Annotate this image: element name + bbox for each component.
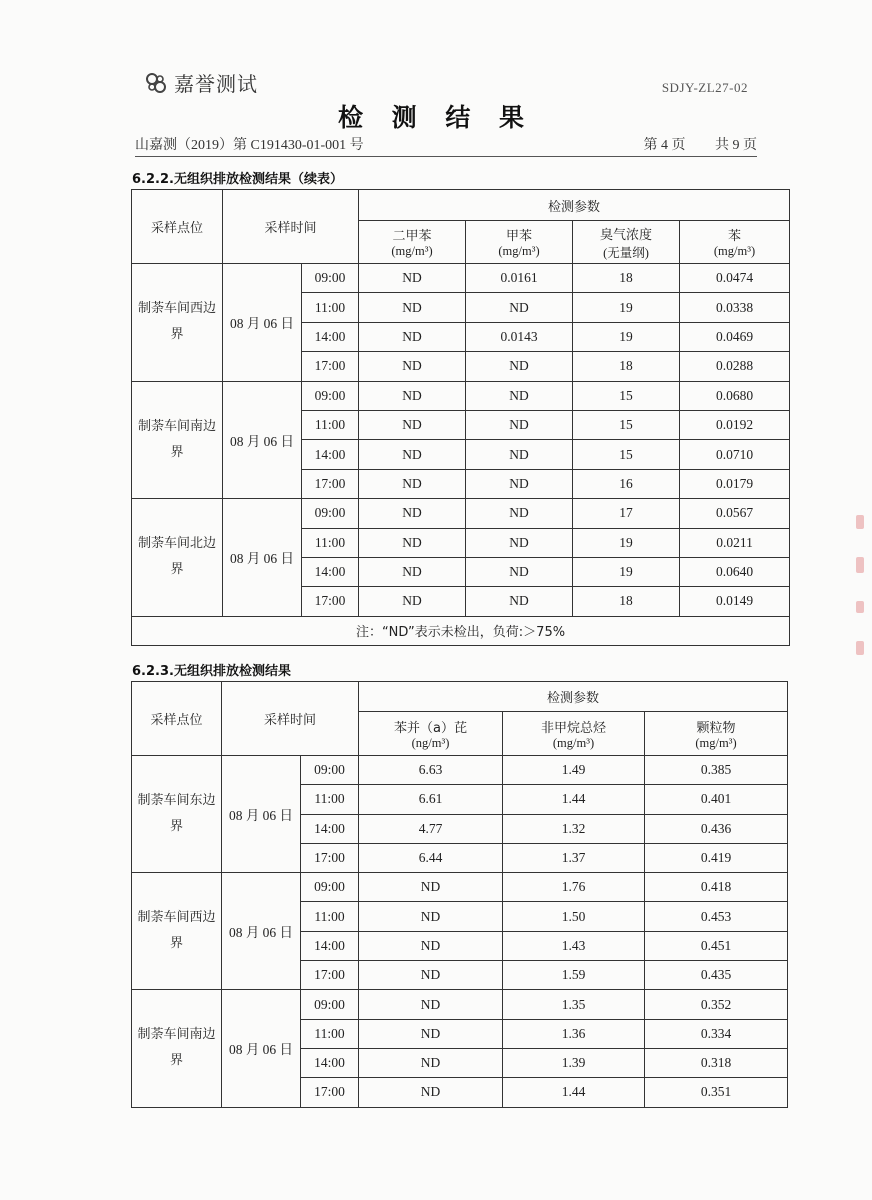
company-logo [144,68,258,97]
sampling-time: 14:00 [301,931,359,960]
result-value: 0.0680 [680,381,790,410]
result-value: ND [466,293,573,322]
header-time: 采样时间 [222,682,359,756]
sampling-time: 17:00 [301,961,359,990]
result-value: 1.36 [503,1019,645,1048]
result-value: 0.401 [645,785,788,814]
sampling-time: 14:00 [302,322,359,351]
param-name: 颗粒物 [696,720,736,736]
result-value: 0.0192 [680,410,790,439]
sampling-time: 14:00 [302,557,359,586]
result-value: 18 [573,352,680,381]
param-header [680,221,790,264]
sampling-site: 制荼车间西边界 [132,873,222,990]
result-value: ND [466,352,573,381]
table-note: 注：“ND”表示未检出，负荷:＞75% [132,616,790,645]
result-value: ND [359,352,466,381]
result-value: 0.0211 [680,528,790,557]
sampling-time: 17:00 [302,587,359,616]
result-value: 0.451 [645,931,788,960]
sampling-time: 17:00 [301,1078,359,1107]
result-value: 19 [573,557,680,586]
sampling-time: 17:00 [301,843,359,872]
result-value: ND [359,1019,503,1048]
result-value: 6.44 [359,843,503,872]
page-total: 共 9 页 [715,138,757,153]
result-value: 19 [573,322,680,351]
table-row [132,381,790,410]
result-value: 15 [573,381,680,410]
sampling-time: 11:00 [301,785,359,814]
result-value: 1.44 [503,1078,645,1107]
table-row [132,264,790,293]
document-code: SDJY-ZL27-02 [661,80,748,95]
result-value: 4.77 [359,814,503,843]
sampling-time: 09:00 [302,264,359,293]
result-value: 1.76 [503,873,645,902]
result-value: 19 [573,528,680,557]
sampling-time: 14:00 [302,440,359,469]
param-name: 臭气浓度 [600,227,653,243]
result-value: ND [466,381,573,410]
sampling-site: 制荼车间西边界 [132,264,223,382]
result-value: ND [466,557,573,586]
result-value: 19 [573,293,680,322]
result-value: 15 [573,440,680,469]
param-unit: (mg/m³) [552,735,595,750]
result-value: 0.0640 [680,557,790,586]
header-params: 检测参数 [359,682,788,712]
result-value: 1.59 [503,961,645,990]
sampling-time: 11:00 [301,902,359,931]
emission-results-table-2 [131,681,788,1108]
result-value: 0.0567 [680,499,790,528]
result-value: 0.418 [645,873,788,902]
result-value: ND [359,902,503,931]
sampling-date: 08 月 06 日 [223,499,302,617]
page-title: 检 测 结 果 [337,103,535,132]
result-value: ND [359,322,466,351]
result-value: 0.0179 [680,469,790,498]
result-value: 0.0469 [680,322,790,351]
result-value: 1.43 [503,931,645,960]
sampling-time: 09:00 [301,990,359,1019]
section-title-6-2-3: 6.2.3.无组织排放检测结果 [132,664,291,679]
param-name: 二甲苯 [392,229,432,244]
result-value: ND [359,587,466,616]
result-value: 0.0143 [466,322,573,351]
param-unit: (无量纲) [603,245,649,260]
sampling-time: 14:00 [301,814,359,843]
result-value: 1.37 [503,843,645,872]
param-name: 苯并（a）芘 [394,720,467,736]
result-value: 0.0149 [680,587,790,616]
result-value: ND [359,557,466,586]
page-info [618,134,758,154]
result-value: 18 [573,264,680,293]
param-unit: (mg/m³) [498,244,540,258]
result-value: 0.351 [645,1078,788,1107]
sampling-time: 09:00 [301,873,359,902]
result-value: 0.436 [645,814,788,843]
sampling-time: 11:00 [302,528,359,557]
param-header [359,712,503,756]
result-value: ND [359,499,466,528]
param-unit: (mg/m³) [695,735,737,750]
result-value: ND [466,587,573,616]
result-value: ND [359,873,503,902]
header-site: 采样点位 [132,682,222,756]
result-value: 0.318 [645,1048,788,1077]
table-row [132,756,788,785]
result-value: ND [359,1048,503,1077]
result-value: ND [359,961,503,990]
result-value: 6.61 [359,785,503,814]
page-current: 第 4 页 [643,138,686,153]
sampling-time: 11:00 [301,1019,359,1048]
sampling-time: 11:00 [302,293,359,322]
sampling-date: 08 月 06 日 [223,381,302,499]
section-title-6-2-2: 6.2.2.无组织排放检测结果（续表） [132,172,343,187]
result-value: 1.32 [503,814,645,843]
result-value: ND [359,381,466,410]
result-value: 0.0288 [680,352,790,381]
result-value: ND [359,440,466,469]
header-site: 采样点位 [132,190,223,264]
result-value: 0.0338 [680,293,790,322]
header-time: 采样时间 [223,190,359,264]
param-header [573,221,680,264]
sampling-date: 08 月 06 日 [223,264,302,382]
sampling-site: 制荼车间东边界 [132,756,222,873]
param-name: 苯 [728,229,742,244]
header-params: 检测参数 [359,190,790,221]
report-number: 山嘉测（2019）第 C191430-01-001 号 [135,138,364,153]
table-row [132,990,788,1019]
result-value: ND [466,528,573,557]
result-value: 16 [573,469,680,498]
result-value: 1.35 [503,990,645,1019]
result-value: ND [359,469,466,498]
result-value: ND [359,1078,503,1107]
table-row [132,873,788,902]
result-value: 0.453 [645,902,788,931]
param-header [359,221,466,264]
sampling-time: 09:00 [301,756,359,785]
sampling-time: 14:00 [301,1048,359,1077]
result-value: 18 [573,587,680,616]
param-unit: (mg/m³) [391,244,433,258]
result-value: ND [359,931,503,960]
param-header [503,712,645,756]
result-value: 0.419 [645,843,788,872]
result-value: 17 [573,499,680,528]
param-header [645,712,788,756]
result-value: 1.49 [503,756,645,785]
result-value: 0.385 [645,756,788,785]
result-value: 0.334 [645,1019,788,1048]
result-value: ND [359,990,503,1019]
param-header [466,221,573,264]
sampling-time: 17:00 [302,469,359,498]
sampling-time: 09:00 [302,381,359,410]
result-value: ND [466,499,573,528]
result-value: 0.0474 [680,264,790,293]
result-value: 6.63 [359,756,503,785]
table-row [132,499,790,528]
result-value: ND [466,469,573,498]
sampling-time: 11:00 [302,410,359,439]
sampling-site: 制荼车间南边界 [132,990,222,1107]
result-value: 0.0710 [680,440,790,469]
sampling-time: 09:00 [302,499,359,528]
result-value: 0.435 [645,961,788,990]
result-value: 1.50 [503,902,645,931]
param-name: 非甲烷总烃 [541,720,607,736]
report-reference-line [135,134,757,157]
sampling-date: 08 月 06 日 [222,873,301,990]
result-value: ND [466,440,573,469]
company-logo-icon [144,71,168,95]
result-value: ND [359,410,466,439]
result-value: 1.39 [503,1048,645,1077]
param-unit: (ng/m³) [411,735,450,750]
table-note-row [132,616,790,645]
result-value: 1.44 [503,785,645,814]
sampling-date: 08 月 06 日 [222,756,301,873]
seal-stamp-edge [856,515,868,685]
result-value: ND [466,410,573,439]
result-value: ND [359,528,466,557]
result-value: 0.0161 [466,264,573,293]
result-value: ND [359,264,466,293]
result-value: 0.352 [645,990,788,1019]
sampling-date: 08 月 06 日 [222,990,301,1107]
param-name: 甲苯 [506,229,533,244]
result-value: ND [359,293,466,322]
logo-text: 嘉誉测试 [174,72,258,96]
param-unit: (mg/m³) [713,244,756,258]
sampling-site: 制荼车间南边界 [132,381,223,499]
result-value: 15 [573,410,680,439]
sampling-site: 制荼车间北边界 [132,499,223,617]
emission-results-table-1 [131,189,790,646]
sampling-time: 17:00 [302,352,359,381]
